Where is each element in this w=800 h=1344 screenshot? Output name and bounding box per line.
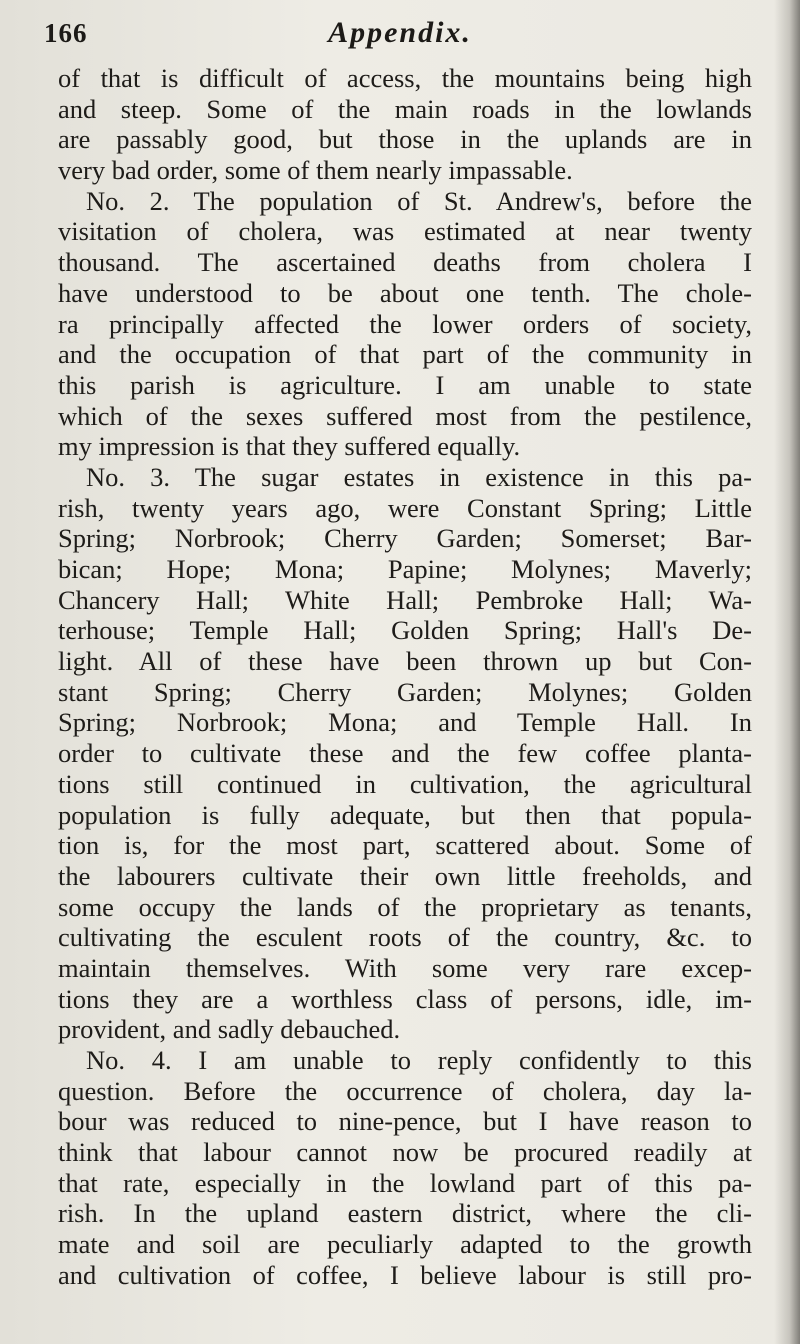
text-line: which of the sexes suffered most from the pestilence, — [58, 400, 752, 431]
text-line: light. All of these have been thrown up but Con- — [58, 646, 752, 677]
text-line: have understood to be about one tenth. The chole- — [58, 277, 752, 308]
text-line: my impression is that they suffered equally. — [58, 431, 521, 462]
text-line: Spring; Norbrook; Mona; and Temple Hall. In — [58, 707, 752, 738]
text-line: order to cultivate these and the few coffee planta- — [58, 738, 752, 769]
text-line: the labourers cultivate their own little freeholds, and — [58, 860, 752, 891]
text-line: rish. In the upland eastern district, where the cli- — [58, 1198, 752, 1229]
text-line: think that labour cannot now be procured readily at — [58, 1137, 752, 1168]
running-head: Appendix. — [328, 16, 472, 49]
text-line: tion is, for the most part, scattered about. Some of — [58, 830, 752, 861]
text-line: and cultivation of coffee, I believe labour is still pro- — [58, 1259, 752, 1290]
text-line: that rate, especially in the lowland part of this pa- — [58, 1167, 752, 1198]
text-line: terhouse; Temple Hall; Golden Spring; Hall's De- — [58, 615, 752, 646]
page-header — [44, 16, 756, 60]
text-line: No. 2. The population of St. Andrew's, before the — [86, 185, 752, 216]
text-line: cultivating the esculent roots of the country, &c. to — [58, 922, 752, 953]
text-line: some occupy the lands of the proprietary as tenants, — [58, 891, 752, 922]
text-line: mate and soil are peculiarly adapted to the growth — [58, 1229, 752, 1260]
body-text — [58, 63, 752, 1291]
text-line: and steep. Some of the main roads in the lowlands — [58, 93, 752, 124]
text-line: Spring; Norbrook; Cherry Garden; Somerset; Bar- — [58, 523, 752, 554]
text-line: this parish is agriculture. I am unable to state — [58, 369, 752, 400]
text-line: tions still continued in cultivation, the agricultural — [58, 768, 752, 799]
page-number: 166 — [44, 18, 88, 48]
text-line: tions they are a worthless class of persons, idle, im- — [58, 983, 752, 1014]
text-line: are passably good, but those in the uplands are in — [58, 124, 752, 155]
text-line: very bad order, some of them nearly impassable. — [58, 155, 573, 186]
text-line: rish, twenty years ago, were Constant Spring; Little — [58, 492, 752, 523]
text-line: population is fully adequate, but then that popula- — [58, 799, 752, 830]
text-line: thousand. The ascertained deaths from cholera I — [58, 247, 752, 278]
text-line: provident, and sadly debauched. — [58, 1014, 401, 1045]
page-edge-shadow — [774, 0, 800, 1344]
text-line: bican; Hope; Mona; Papine; Molynes; Maverly; — [58, 554, 752, 584]
text-line: ra principally affected the lower orders of society, — [58, 308, 752, 339]
text-line: question. Before the occurrence of cholera, day la- — [58, 1075, 752, 1106]
text-line: and the occupation of that part of the community in — [58, 339, 752, 370]
text-line: maintain themselves. With some very rare excep- — [58, 952, 752, 983]
text-line: stant Spring; Cherry Garden; Molynes; Golden — [58, 676, 752, 707]
text-line: No. 4. I am unable to reply confidently to this — [86, 1045, 752, 1075]
text-line: Chancery Hall; White Hall; Pembroke Hall; Wa- — [58, 584, 752, 615]
text-line: bour was reduced to nine-pence, but I have reason to — [58, 1106, 752, 1137]
text-line: visitation of cholera, was estimated at near twenty — [58, 216, 752, 247]
text-line: of that is difficult of access, the mountains being high — [58, 63, 752, 93]
text-line: No. 3. The sugar estates in existence in this pa- — [86, 461, 752, 492]
